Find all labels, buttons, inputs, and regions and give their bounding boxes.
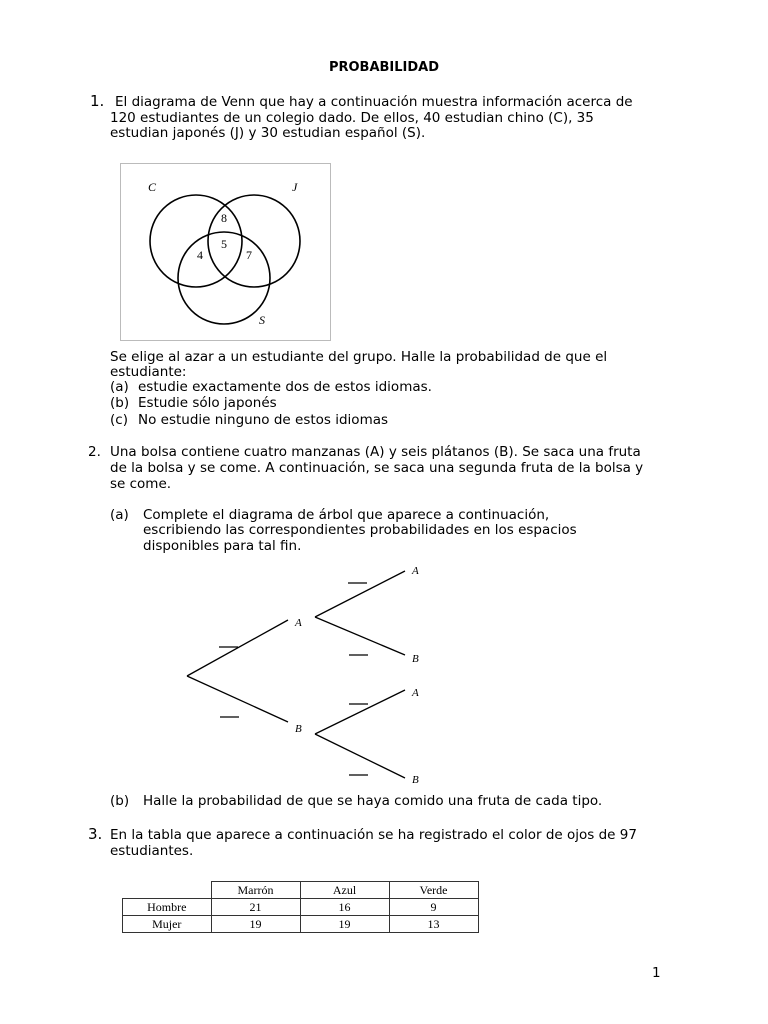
question-2-line-1: Una bolsa contiene cuatro manzanas (A) y seis plátanos (B). Se saca una fruta	[110, 444, 641, 460]
question-2-number: 2.	[88, 444, 101, 460]
question-1-line-1: El diagrama de Venn que hay a continuación muestra información acerca de	[115, 94, 633, 110]
question-2-part-a-label: (a)	[110, 507, 129, 523]
page-title: PROBABILIDAD	[328, 60, 440, 75]
tree-branch-bb	[315, 734, 405, 778]
question-1-line-3: estudian japonés (J) y 30 estudian español (S).	[110, 125, 426, 141]
question-3-line-1: En la tabla que aparece a continuación se ha registrado el color de ojos de 97	[110, 827, 637, 843]
question-1-item-a-label: (a)	[110, 379, 129, 395]
tree-branch-ab	[315, 617, 405, 655]
question-2-part-a-line-2: escribiendo las correspondientes probabilidades en los espacios	[143, 522, 577, 538]
question-1-prompt-line-1: Se elige al azar a un estudiante del grupo. Halle la probabilidad de que el	[110, 349, 608, 365]
table-row	[123, 916, 479, 933]
question-1-line-2: 120 estudiantes de un colegio dado. De ellos, 40 estudian chino (C), 35	[110, 110, 594, 126]
question-1-item-b-label: (b)	[110, 395, 130, 411]
table-cell: 16	[300, 899, 389, 916]
table-cell: 21	[211, 899, 300, 916]
tree-leaf-bb: B	[412, 774, 419, 786]
venn-value-js: 7	[246, 248, 252, 262]
table-cell: 19	[211, 916, 300, 933]
question-1-item-b-text: Estudie sólo japonés	[138, 395, 277, 411]
tree-branch-ba	[315, 690, 405, 734]
venn-label-j: J	[292, 180, 298, 194]
question-1-item-c-text: No estudie ninguno de estos idiomas	[138, 412, 389, 428]
question-1-prompt-line-2: estudiante:	[110, 364, 187, 380]
table-cell: 13	[389, 916, 478, 933]
question-2-line-2: de la bolsa y se come. A continuación, se saca una segunda fruta de la bolsa y	[110, 460, 644, 476]
table-header-cell: Verde	[389, 882, 478, 899]
table-header-cell: Marrón	[211, 882, 300, 899]
question-2-part-a-line-3: disponibles para tal fin.	[143, 538, 302, 554]
question-1-item-c-label: (c)	[110, 412, 128, 428]
eye-color-table	[122, 881, 479, 933]
table-cell: 19	[300, 916, 389, 933]
tree-leaf-aa: A	[412, 565, 419, 577]
page-number: 1	[652, 965, 661, 981]
tree-node-a: A	[295, 617, 302, 629]
question-2-part-b-text: Halle la probabilidad de que se haya comido una fruta de cada tipo.	[143, 793, 603, 809]
tree-branch-aa	[315, 571, 405, 617]
table-row-label: Hombre	[123, 899, 212, 916]
question-2-part-b-label: (b)	[110, 793, 130, 809]
venn-label-c: C	[148, 180, 157, 194]
question-1-number: 1.	[90, 92, 105, 110]
tree-diagram	[180, 560, 440, 790]
question-3-line-2: estudiantes.	[110, 843, 194, 859]
venn-label-s: S	[259, 313, 265, 327]
question-2-part-a-line-1: Complete el diagrama de árbol que aparece a continuación,	[143, 507, 550, 523]
table-row-label: Mujer	[123, 916, 212, 933]
table-header-row	[123, 882, 479, 899]
venn-value-cjs: 5	[221, 237, 227, 251]
table-corner-cell	[123, 882, 212, 899]
venn-value-cs: 4	[197, 248, 203, 262]
venn-diagram	[120, 163, 331, 341]
tree-leaf-ab: B	[412, 653, 419, 665]
table-row	[123, 899, 479, 916]
tree-node-b: B	[295, 723, 302, 735]
tree-branch-b	[187, 676, 288, 722]
table-header-cell: Azul	[300, 882, 389, 899]
tree-branch-a	[187, 620, 288, 676]
question-1-item-a-text: estudie exactamente dos de estos idiomas.	[138, 379, 432, 395]
question-3-number: 3.	[88, 825, 103, 843]
table-cell: 9	[389, 899, 478, 916]
tree-leaf-ba: A	[412, 687, 419, 699]
question-2-line-3: se come.	[110, 476, 172, 492]
venn-value-cj: 8	[221, 211, 227, 225]
